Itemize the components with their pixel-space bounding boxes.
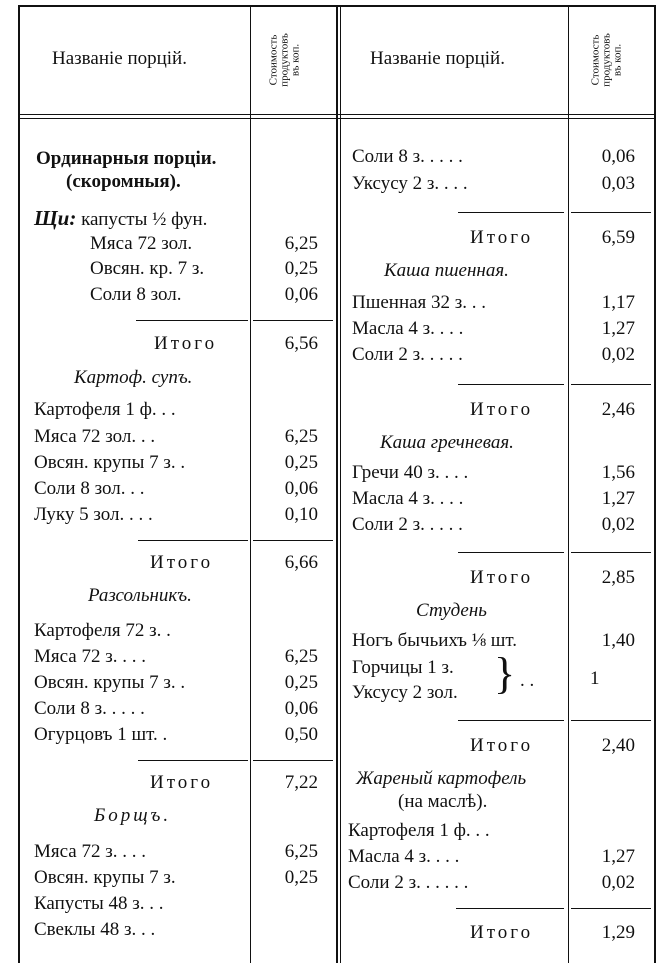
header-cost-left: Стоимость продуктовъ въ коп. — [267, 33, 302, 87]
shchi-value: 0,06 — [284, 284, 318, 305]
top-row: Уксусу 2 з. . . . — [352, 173, 468, 194]
separator — [458, 720, 564, 721]
kartof-row: Мяса 72 зол. . . — [34, 426, 156, 447]
separator — [138, 540, 248, 541]
kartof-title: Картоф. супъ. — [74, 367, 193, 388]
separator — [136, 320, 248, 321]
header-cost-right: Стоимость продуктовъ въ коп. — [589, 33, 624, 87]
studen-brace-row: Горчицы 1 з. — [352, 657, 454, 678]
grech-value: 1,56 — [601, 462, 635, 483]
shchi-row: Соли 8 зол. — [90, 284, 182, 305]
shchi-first — [34, 207, 207, 231]
section-title: Ординарныя порціи. — [36, 148, 217, 169]
studen-row: Ногъ бычьихъ ⅛ шт. — [352, 630, 518, 651]
shchi-label: Щи: — [34, 206, 77, 230]
section-subtitle: (скоромныя). — [66, 171, 181, 192]
header-name-right: Названіе порцій. — [370, 48, 505, 69]
border-right — [654, 5, 656, 963]
borsch-value: 6,25 — [284, 841, 318, 862]
rassol-value: 0,06 — [284, 698, 318, 719]
top-value: 0,06 — [601, 146, 635, 167]
separator — [138, 760, 248, 761]
shchi-first-text: капусты ½ фун. — [81, 209, 208, 230]
kartof-total: 6,66 — [284, 552, 318, 573]
pshen-total-label: Итого — [470, 399, 534, 420]
grech-row: Гречи 40 з. . . . — [352, 462, 469, 483]
separator — [253, 320, 333, 321]
separator — [253, 760, 333, 761]
separator — [571, 908, 651, 909]
studen-brace-dots: . . — [520, 670, 535, 691]
separator — [571, 552, 651, 553]
pshen-row: Масла 4 з. . . . — [352, 318, 464, 339]
zharen-row: Масла 4 з. . . . — [348, 846, 460, 867]
kartof-value: 0,25 — [284, 452, 318, 473]
rassol-row: Картофеля 72 з. . — [34, 620, 171, 641]
rassol-total: 7,22 — [284, 772, 318, 793]
pshen-value: 1,17 — [601, 292, 635, 313]
pshen-total: 2,46 — [601, 399, 635, 420]
rassol-row: Овсян. крупы 7 з. . — [34, 672, 186, 693]
top-total-label: Итого — [470, 227, 534, 248]
top-total: 6,59 — [601, 227, 635, 248]
rassol-title: Разсольникъ. — [88, 585, 192, 606]
separator — [571, 212, 651, 213]
shchi-value: 0,25 — [284, 258, 318, 279]
brace-glyph: } — [494, 649, 516, 698]
kartof-value: 0,10 — [284, 504, 318, 525]
shchi-total-label: Итого — [154, 333, 218, 354]
top-value: 0,03 — [601, 173, 635, 194]
studen-total: 2,40 — [601, 735, 635, 756]
kartof-value: 0,06 — [284, 478, 318, 499]
rassol-row: Соли 8 з. . . . . — [34, 698, 145, 719]
pshen-title: Каша пшенная. — [384, 260, 509, 281]
separator — [458, 212, 564, 213]
kartof-total-label: Итого — [150, 552, 214, 573]
kartof-row: Картофеля 1 ф. . . — [34, 399, 176, 420]
grech-value: 1,27 — [601, 488, 635, 509]
shchi-row: Мяса 72 зол. — [90, 233, 193, 254]
borsch-row: Капусты 48 з. . . — [34, 893, 164, 914]
grech-row: Масла 4 з. . . . — [352, 488, 464, 509]
rassol-row: Огурцовъ 1 шт. . — [34, 724, 168, 745]
borsch-value: 0,25 — [284, 867, 318, 888]
separator — [253, 540, 333, 541]
separator — [571, 720, 651, 721]
zharen-sub: (на маслѣ). — [398, 791, 488, 812]
header-name-left: Названіе порцій. — [52, 48, 187, 69]
borsch-title: Борщъ. — [94, 805, 172, 826]
kartof-row: Соли 8 зол. . . — [34, 478, 145, 499]
zharen-total-label: Итого — [470, 922, 534, 943]
borsch-row: Свеклы 48 з. . . — [34, 919, 156, 940]
kartof-row: Луку 5 зол. . . . — [34, 504, 153, 525]
col-divider-1 — [250, 5, 251, 963]
studen-value: 1,40 — [601, 630, 635, 651]
shchi-row: Овсян. кр. 7 з. — [90, 258, 205, 279]
shchi-total: 6,56 — [284, 333, 318, 354]
rassol-value: 0,50 — [284, 724, 318, 745]
border-left — [18, 5, 20, 963]
separator — [458, 552, 564, 553]
borsch-row: Мяса 72 з. . . . — [34, 841, 146, 862]
studen-total-label: Итого — [470, 735, 534, 756]
col-divider-2 — [336, 5, 338, 963]
borsch-row: Овсян. крупы 7 з. — [34, 867, 176, 888]
zharen-row: Картофеля 1 ф. . . — [348, 820, 490, 841]
zharen-value: 1,27 — [601, 846, 635, 867]
grech-total: 2,85 — [601, 567, 635, 588]
studen-brace-value: 1 — [590, 668, 600, 689]
grech-title: Каша гречневая. — [380, 432, 514, 453]
kartof-value: 6,25 — [284, 426, 318, 447]
zharen-value: 0,02 — [601, 872, 635, 893]
rassol-value: 6,25 — [284, 646, 318, 667]
kartof-row: Овсян. крупы 7 з. . — [34, 452, 186, 473]
grech-value: 0,02 — [601, 514, 635, 535]
col-divider-2b — [340, 5, 341, 963]
pshen-value: 0,02 — [601, 344, 635, 365]
grech-row: Соли 2 з. . . . . — [352, 514, 463, 535]
rassol-total-label: Итого — [150, 772, 214, 793]
pshen-row: Соли 2 з. . . . . — [352, 344, 463, 365]
col-divider-3 — [568, 5, 569, 963]
rassol-value: 0,25 — [284, 672, 318, 693]
pshen-value: 1,27 — [601, 318, 635, 339]
studen-brace-row: Уксусу 2 зол. — [352, 682, 458, 703]
separator — [571, 384, 651, 385]
top-row: Соли 8 з. . . . . — [352, 146, 463, 167]
zharen-row: Соли 2 з. . . . . . — [348, 872, 469, 893]
studen-title: Студень — [416, 600, 487, 621]
zharen-title: Жареный картофель — [356, 768, 527, 789]
pshen-row: Пшенная 32 з. . . — [352, 292, 487, 313]
zharen-total: 1,29 — [601, 922, 635, 943]
grech-total-label: Итого — [470, 567, 534, 588]
rassol-row: Мяса 72 з. . . . — [34, 646, 146, 667]
separator — [456, 908, 564, 909]
shchi-value: 6,25 — [284, 233, 318, 254]
separator — [458, 384, 564, 385]
